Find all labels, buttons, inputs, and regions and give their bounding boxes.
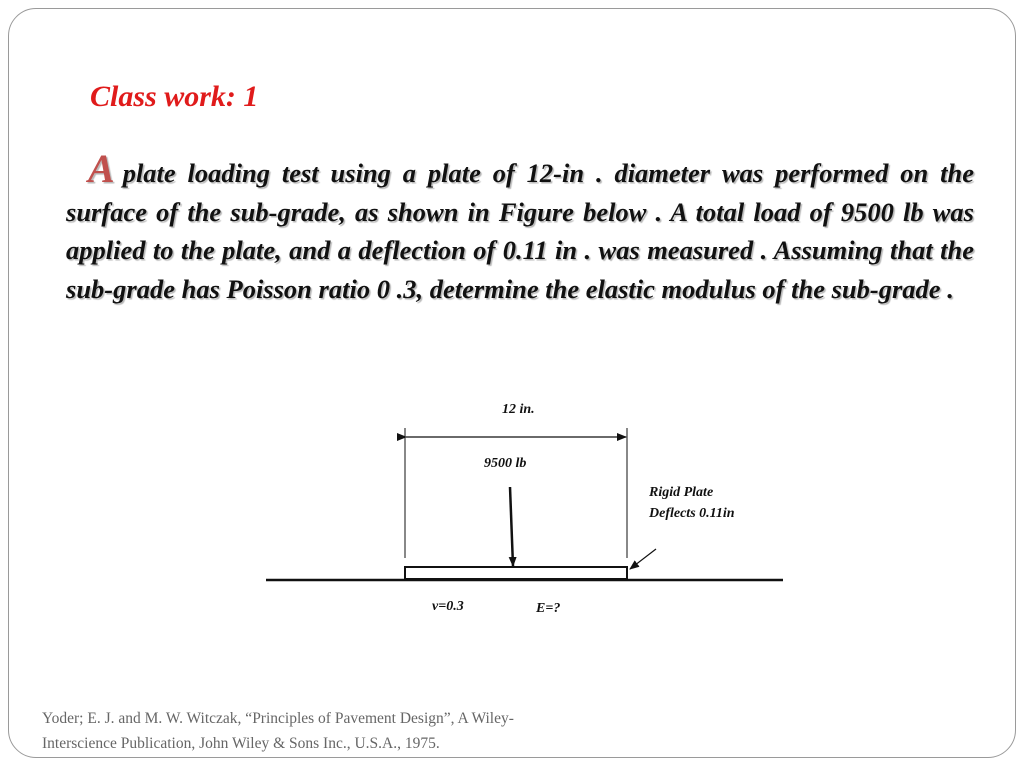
citation	[42, 706, 602, 756]
citation-line-2: Interscience Publication, John Wiley & Sons Inc., U.S.A., 1975.	[42, 735, 440, 752]
rigid-plate	[405, 567, 627, 579]
dropcap-letter: A	[88, 146, 115, 191]
load-arrow	[510, 487, 513, 566]
plate-label-line1: Rigid Plate	[649, 485, 714, 500]
problem-text: plate loading test using a plate of 12-in . diameter was performed on the surface of the sub-grade, as shown in Figure below . A total load of 9500 lb was applied to the plate, and a deflection of 0.11 in . was measured . Assuming that the sub-grade has Poisson ratio 0 .3, determine the elastic modulus of the sub-grade .	[66, 158, 974, 304]
modulus-label: E=?	[536, 601, 561, 616]
plate-pointer-arrow	[630, 549, 656, 569]
plate-label-line2: Deflects 0.11in	[649, 506, 735, 521]
diameter-label: 12 in.	[502, 402, 535, 417]
load-label: 9500 lb	[484, 456, 527, 471]
poisson-label: v=0.3	[432, 599, 464, 614]
slide-title: Class work: 1	[90, 80, 259, 113]
citation-line-1: Yoder; E. J. and M. W. Witczak, “Principles of Pavement Design”, A Wiley-	[42, 710, 514, 727]
